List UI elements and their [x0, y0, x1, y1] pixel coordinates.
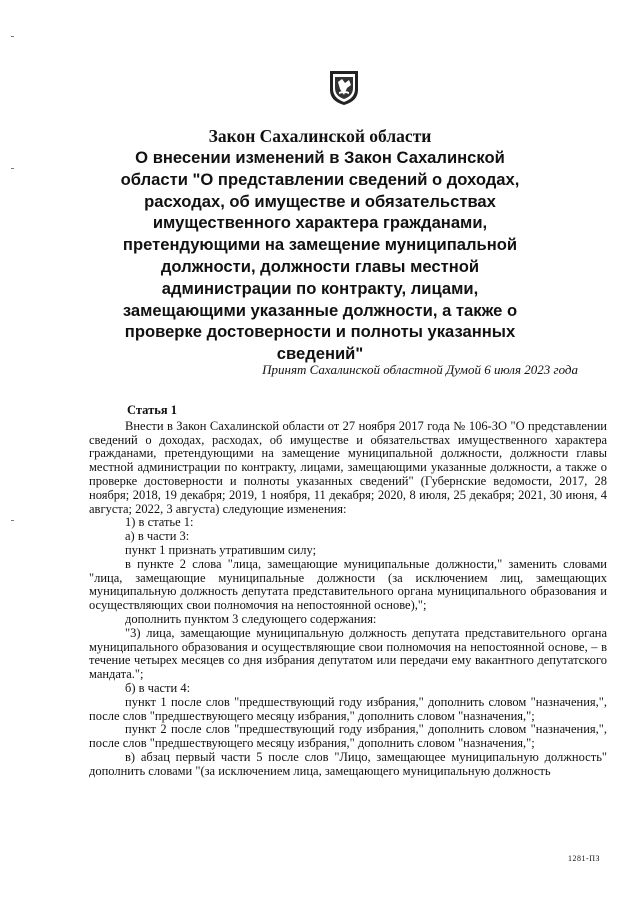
document-body [89, 404, 607, 779]
scan-mark [11, 520, 14, 521]
paragraph: а) в части 3: [125, 529, 190, 544]
paragraph: пункт 1 признать утратившим силу; [125, 542, 317, 557]
paragraph: дополнить пунктом 3 следующего содержания: [125, 611, 377, 626]
document-code: 1281-ПЗ [568, 854, 600, 863]
adoption-note: Принят Сахалинской областной Думой 6 июля 2023 года [262, 362, 578, 377]
law-subject: О внесении изменений в Закон Сахалинской области "О представлении сведений о доходах, расходах, об имуществе и обязательствах имущественного характера гражданами, претендующими на замещение муниципальной должности, должности главы местной администрации по контракту, лицами, замещающими указанные должности, а также о проверке достоверности и полноты указанных сведений" [120, 148, 520, 364]
scan-mark [11, 36, 14, 37]
paragraph: в пункте 2 слова "лица, замещающие муниципальные должности," заменить словами "лица, замещающие муниципальные должности (за исключением лиц, замещающих муниципальную должность депутата представительного органа муниципального образования и осуществляющих свои полномочия на непостоянной основе),"; [89, 556, 607, 613]
paragraph: пункт 2 после слов "предшествующий году избрания," дополнить словом "назначения,", после слов "предшествующего месяцу избрания," дополнить словом "назначения,"; [89, 722, 607, 751]
paragraph: пункт 1 после слов "предшествующий году избрания," дополнить словом "назначения,", после слов "предшествующего месяцу избрания," дополнить словом "назначения,"; [89, 694, 607, 723]
sakhalin-coat-of-arms-icon [327, 68, 361, 106]
paragraph: Внести в Закон Сахалинской области от 27 ноября 2017 года № 106-ЗО "О представлении сведений о доходах, расходах, об имуществе и обязательствах имущественного характера гражданами, претендующими на замещение муниципальной должности, должности главы местной администрации по контракту, лицами, замещающими указанные должности, а также о проверке достоверности и полноты указанных сведений" (Губернские ведомости, 2017, 28 ноября; 2018, 19 декабря; 2019, 1 ноября, 11 декабря; 2020, 8 июля, 25 декабря; 2021, 30 июня, 4 августа; 2022, 3 августа) следующие изменения: [89, 418, 607, 516]
paragraph: 1) в статье 1: [125, 515, 194, 530]
paragraph: б) в части 4: [125, 680, 191, 695]
paragraph: в) абзац первый части 5 после слов "Лицо, замещающее муниципальную должность" дополнить словами "(за исключением лица, замещающего муниципальную должность [89, 749, 607, 778]
paragraph: "3) лица, замещающие муниципальную должность депутата представительного органа муниципального образования и осуществляющие свои полномочия на непостоянной основе, – в течение четырех месяцев со дня избрания депутатом или передачи ему вакантного депутатского мандата."; [89, 625, 607, 682]
law-title: Закон Сахалинской области [208, 126, 432, 146]
article-heading: Статья 1 [127, 403, 177, 417]
scan-mark [11, 168, 14, 169]
document-title [110, 126, 530, 365]
